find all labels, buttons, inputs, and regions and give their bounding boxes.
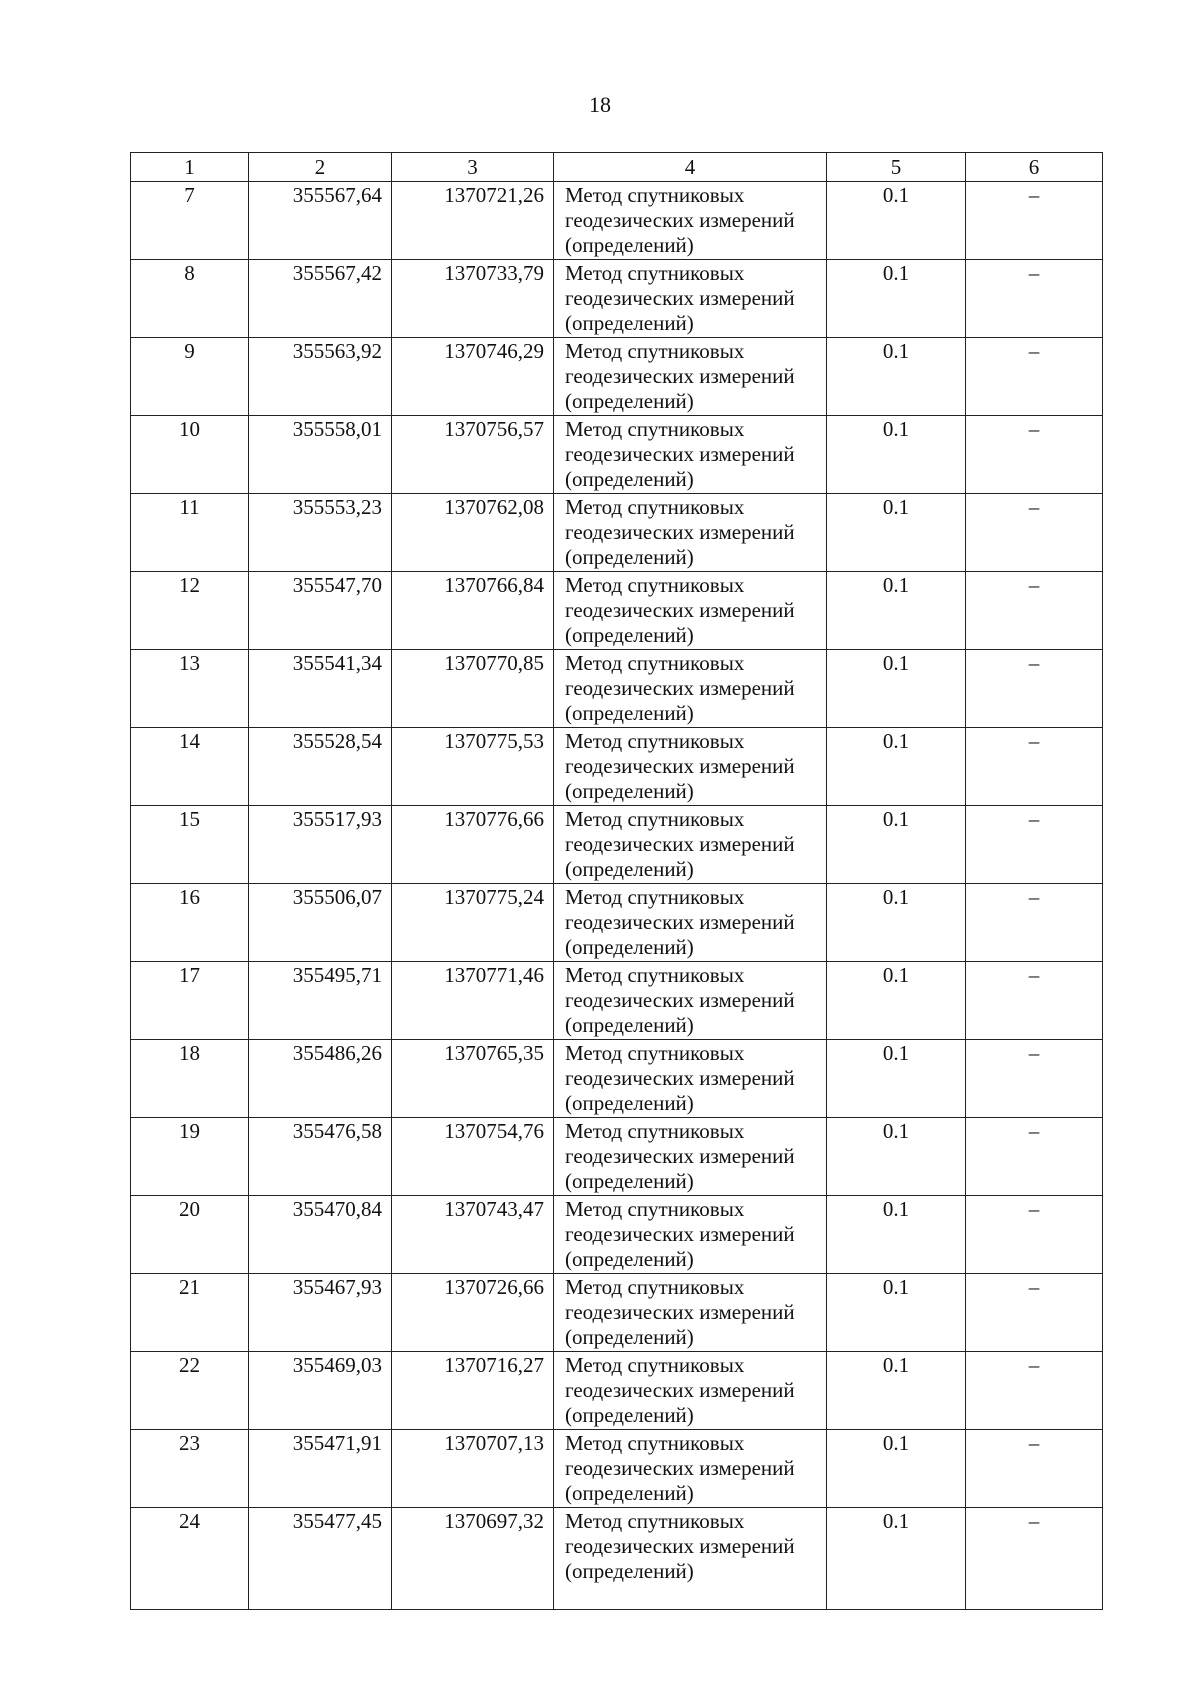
method-line: (определений) [565, 857, 694, 881]
accuracy-cell: 0.1 [827, 572, 966, 650]
note-cell: – [966, 338, 1103, 416]
point-number-cell: 24 [131, 1508, 249, 1610]
method-line: геодезических измерений [565, 1378, 795, 1402]
method-cell [554, 1274, 827, 1352]
x-coordinate-cell: 355547,70 [249, 572, 392, 650]
method-line: геодезических измерений [565, 1300, 795, 1324]
accuracy-cell: 0.1 [827, 1508, 966, 1610]
y-coordinate-cell: 1370746,29 [392, 338, 554, 416]
method-cell [554, 338, 827, 416]
note-cell: – [966, 728, 1103, 806]
note-cell: – [966, 884, 1103, 962]
method-line: Метод спутниковых [565, 651, 745, 675]
accuracy-cell: 0.1 [827, 1274, 966, 1352]
accuracy-cell: 0.1 [827, 962, 966, 1040]
y-coordinate-cell: 1370733,79 [392, 260, 554, 338]
table-row [131, 806, 1103, 884]
x-coordinate-cell: 355541,34 [249, 650, 392, 728]
point-number-cell: 14 [131, 728, 249, 806]
method-line: геодезических измерений [565, 364, 795, 388]
method-line: (определений) [565, 389, 694, 413]
method-cell [554, 182, 827, 260]
method-line: Метод спутниковых [565, 885, 745, 909]
y-coordinate-cell: 1370697,32 [392, 1508, 554, 1610]
method-line: Метод спутниковых [565, 1275, 745, 1299]
point-number-cell: 23 [131, 1430, 249, 1508]
table-row [131, 338, 1103, 416]
accuracy-cell: 0.1 [827, 416, 966, 494]
column-header: 1 [131, 153, 249, 182]
accuracy-cell: 0.1 [827, 338, 966, 416]
method-cell [554, 806, 827, 884]
method-line: Метод спутниковых [565, 1041, 745, 1065]
note-cell: – [966, 416, 1103, 494]
x-coordinate-cell: 355470,84 [249, 1196, 392, 1274]
accuracy-cell: 0.1 [827, 1430, 966, 1508]
point-number-cell: 18 [131, 1040, 249, 1118]
note-cell: – [966, 1274, 1103, 1352]
method-line: Метод спутниковых [565, 1197, 745, 1221]
y-coordinate-cell: 1370771,46 [392, 962, 554, 1040]
x-coordinate-cell: 355567,64 [249, 182, 392, 260]
table-row [131, 728, 1103, 806]
method-line: (определений) [565, 623, 694, 647]
method-line: геодезических измерений [565, 208, 795, 232]
method-line: Метод спутниковых [565, 1431, 745, 1455]
method-cell [554, 416, 827, 494]
method-line: геодезических измерений [565, 520, 795, 544]
note-cell: – [966, 260, 1103, 338]
note-cell: – [966, 806, 1103, 884]
method-line: геодезических измерений [565, 286, 795, 310]
method-line: геодезических измерений [565, 598, 795, 622]
point-number-cell: 17 [131, 962, 249, 1040]
method-line: Метод спутниковых [565, 1119, 745, 1143]
y-coordinate-cell: 1370721,26 [392, 182, 554, 260]
y-coordinate-cell: 1370762,08 [392, 494, 554, 572]
method-line: (определений) [565, 1481, 694, 1505]
table-row [131, 1196, 1103, 1274]
method-cell [554, 1118, 827, 1196]
note-cell: – [966, 494, 1103, 572]
method-line: геодезических измерений [565, 1534, 795, 1558]
method-line: (определений) [565, 1091, 694, 1115]
accuracy-cell: 0.1 [827, 1118, 966, 1196]
point-number-cell: 9 [131, 338, 249, 416]
x-coordinate-cell: 355486,26 [249, 1040, 392, 1118]
accuracy-cell: 0.1 [827, 884, 966, 962]
y-coordinate-cell: 1370775,24 [392, 884, 554, 962]
method-cell [554, 1430, 827, 1508]
point-number-cell: 11 [131, 494, 249, 572]
y-coordinate-cell: 1370766,84 [392, 572, 554, 650]
table-row [131, 494, 1103, 572]
column-header: 5 [827, 153, 966, 182]
x-coordinate-cell: 355469,03 [249, 1352, 392, 1430]
method-line: (определений) [565, 1169, 694, 1193]
table-row [131, 1040, 1103, 1118]
note-cell: – [966, 182, 1103, 260]
table-row [131, 416, 1103, 494]
point-number-cell: 20 [131, 1196, 249, 1274]
x-coordinate-cell: 355471,91 [249, 1430, 392, 1508]
y-coordinate-cell: 1370776,66 [392, 806, 554, 884]
accuracy-cell: 0.1 [827, 1040, 966, 1118]
point-number-cell: 19 [131, 1118, 249, 1196]
method-line: (определений) [565, 1013, 694, 1037]
y-coordinate-cell: 1370765,35 [392, 1040, 554, 1118]
x-coordinate-cell: 355528,54 [249, 728, 392, 806]
method-cell [554, 1508, 827, 1610]
method-cell [554, 1352, 827, 1430]
method-line: (определений) [565, 545, 694, 569]
table-row [131, 962, 1103, 1040]
method-line: геодезических измерений [565, 1222, 795, 1246]
accuracy-cell: 0.1 [827, 728, 966, 806]
point-number-cell: 16 [131, 884, 249, 962]
method-cell [554, 494, 827, 572]
table-row [131, 1118, 1103, 1196]
note-cell: – [966, 1430, 1103, 1508]
column-header: 3 [392, 153, 554, 182]
method-cell [554, 650, 827, 728]
y-coordinate-cell: 1370726,66 [392, 1274, 554, 1352]
table-row [131, 1352, 1103, 1430]
column-number-row [131, 153, 1103, 182]
column-header: 2 [249, 153, 392, 182]
method-line: (определений) [565, 701, 694, 725]
x-coordinate-cell: 355553,23 [249, 494, 392, 572]
coordinates-table [130, 152, 1103, 1610]
y-coordinate-cell: 1370707,13 [392, 1430, 554, 1508]
method-line: Метод спутниковых [565, 417, 745, 441]
method-cell [554, 572, 827, 650]
method-cell [554, 884, 827, 962]
accuracy-cell: 0.1 [827, 650, 966, 728]
y-coordinate-cell: 1370756,57 [392, 416, 554, 494]
x-coordinate-cell: 355506,07 [249, 884, 392, 962]
y-coordinate-cell: 1370754,76 [392, 1118, 554, 1196]
method-line: Метод спутниковых [565, 729, 745, 753]
accuracy-cell: 0.1 [827, 1196, 966, 1274]
y-coordinate-cell: 1370716,27 [392, 1352, 554, 1430]
method-line: Метод спутниковых [565, 183, 745, 207]
table-row [131, 1508, 1103, 1610]
table-row [131, 260, 1103, 338]
method-line: геодезических измерений [565, 988, 795, 1012]
column-header: 6 [966, 153, 1103, 182]
table-row [131, 884, 1103, 962]
x-coordinate-cell: 355517,93 [249, 806, 392, 884]
method-line: Метод спутниковых [565, 1509, 745, 1533]
method-line: Метод спутниковых [565, 339, 745, 363]
method-line: Метод спутниковых [565, 573, 745, 597]
method-line: Метод спутниковых [565, 261, 745, 285]
method-line: (определений) [565, 1403, 694, 1427]
note-cell: – [966, 1508, 1103, 1610]
point-number-cell: 10 [131, 416, 249, 494]
x-coordinate-cell: 355495,71 [249, 962, 392, 1040]
method-line: (определений) [565, 1559, 694, 1583]
note-cell: – [966, 1040, 1103, 1118]
note-cell: – [966, 1352, 1103, 1430]
note-cell: – [966, 650, 1103, 728]
x-coordinate-cell: 355467,93 [249, 1274, 392, 1352]
method-line: (определений) [565, 311, 694, 335]
table-row [131, 572, 1103, 650]
page-number: 18 [589, 92, 611, 117]
x-coordinate-cell: 355477,45 [249, 1508, 392, 1610]
method-line: геодезических измерений [565, 910, 795, 934]
point-number-cell: 15 [131, 806, 249, 884]
method-cell [554, 728, 827, 806]
method-line: геодезических измерений [565, 1456, 795, 1480]
x-coordinate-cell: 355558,01 [249, 416, 392, 494]
method-line: (определений) [565, 935, 694, 959]
x-coordinate-cell: 355563,92 [249, 338, 392, 416]
x-coordinate-cell: 355567,42 [249, 260, 392, 338]
x-coordinate-cell: 355476,58 [249, 1118, 392, 1196]
method-line: Метод спутниковых [565, 807, 745, 831]
method-line: Метод спутниковых [565, 963, 745, 987]
method-line: геодезических измерений [565, 832, 795, 856]
accuracy-cell: 0.1 [827, 1352, 966, 1430]
method-line: геодезических измерений [565, 1144, 795, 1168]
accuracy-cell: 0.1 [827, 494, 966, 572]
point-number-cell: 21 [131, 1274, 249, 1352]
point-number-cell: 8 [131, 260, 249, 338]
y-coordinate-cell: 1370743,47 [392, 1196, 554, 1274]
method-cell [554, 1196, 827, 1274]
column-header: 4 [554, 153, 827, 182]
table-row [131, 650, 1103, 728]
table-row [131, 182, 1103, 260]
point-number-cell: 12 [131, 572, 249, 650]
point-number-cell: 22 [131, 1352, 249, 1430]
y-coordinate-cell: 1370770,85 [392, 650, 554, 728]
method-cell [554, 962, 827, 1040]
method-line: Метод спутниковых [565, 1353, 745, 1377]
method-line: (определений) [565, 1325, 694, 1349]
method-cell [554, 260, 827, 338]
note-cell: – [966, 1118, 1103, 1196]
table-row [131, 1430, 1103, 1508]
method-line: геодезических измерений [565, 1066, 795, 1090]
method-line: геодезических измерений [565, 754, 795, 778]
point-number-cell: 13 [131, 650, 249, 728]
note-cell: – [966, 572, 1103, 650]
method-line: (определений) [565, 779, 694, 803]
accuracy-cell: 0.1 [827, 806, 966, 884]
method-line: (определений) [565, 467, 694, 491]
accuracy-cell: 0.1 [827, 260, 966, 338]
method-line: геодезических измерений [565, 442, 795, 466]
method-line: Метод спутниковых [565, 495, 745, 519]
note-cell: – [966, 962, 1103, 1040]
accuracy-cell: 0.1 [827, 182, 966, 260]
method-line: (определений) [565, 1247, 694, 1271]
method-cell [554, 1040, 827, 1118]
table-row [131, 1274, 1103, 1352]
note-cell: – [966, 1196, 1103, 1274]
method-line: (определений) [565, 233, 694, 257]
y-coordinate-cell: 1370775,53 [392, 728, 554, 806]
point-number-cell: 7 [131, 182, 249, 260]
method-line: геодезических измерений [565, 676, 795, 700]
